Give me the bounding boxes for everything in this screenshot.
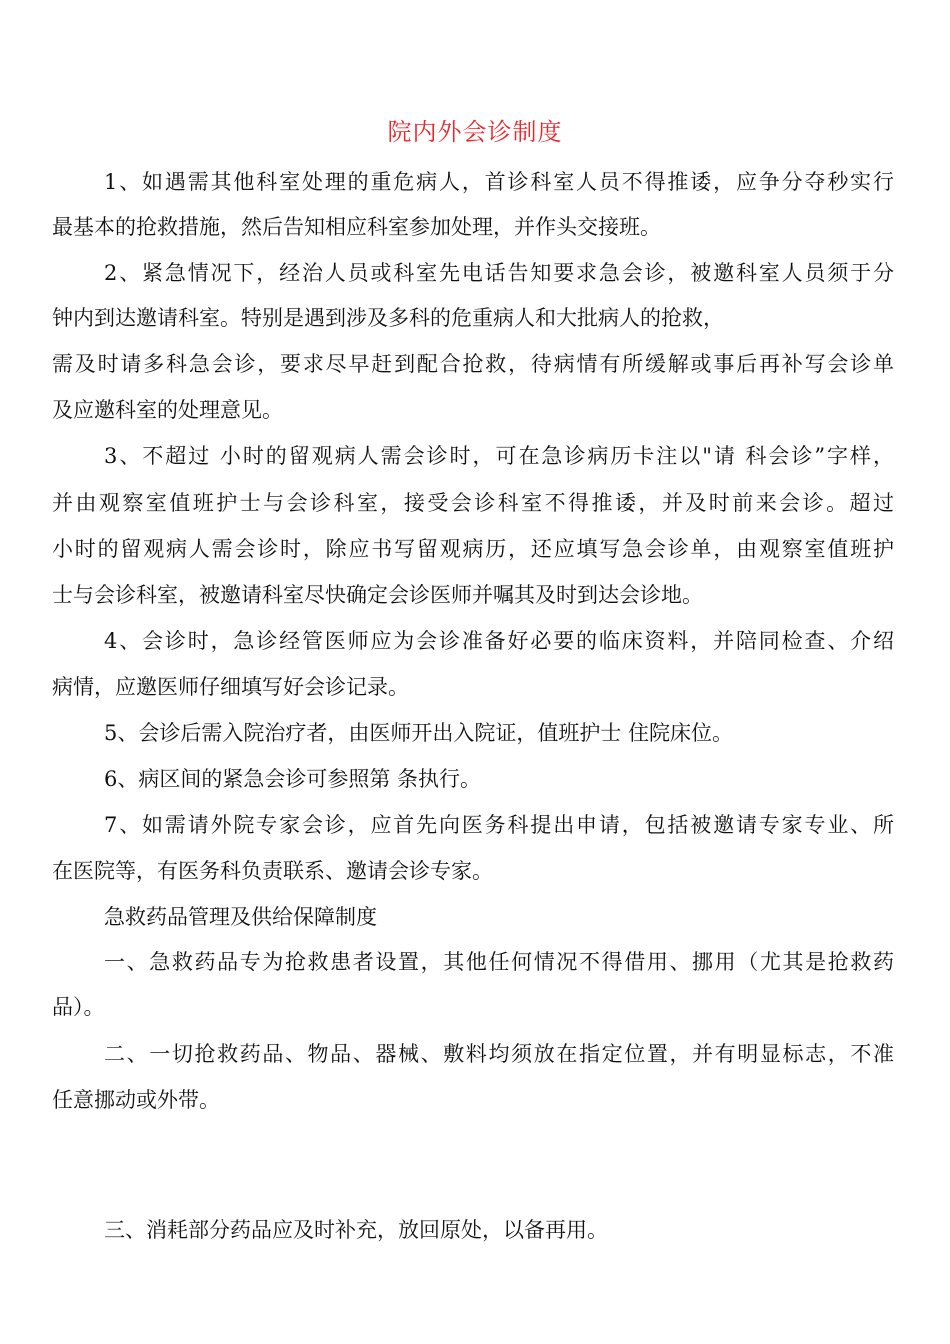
paragraph-4-line-2: 病情，应邀医师仔细填写好会诊记录。 xyxy=(52,675,409,699)
item-three: 三、消耗部分药品应及时补充，放回原处，以备再用。 xyxy=(104,1218,608,1242)
item-two-line-2: 任意挪动或外带。 xyxy=(52,1088,220,1112)
paragraph-3-line-4: 士与会诊科室，被邀请科室尽快确定会诊医师并嘱其及时到达会诊地。 xyxy=(52,583,703,607)
paragraph-2-line-4: 及应邀科室的处理意见。 xyxy=(52,398,283,422)
paragraph-7-line-2: 在医院等，有医务科负责联系、邀请会诊专家。 xyxy=(52,859,493,883)
section-heading: 急救药品管理及供给保障制度 xyxy=(104,905,377,929)
paragraph-5: 5、会诊后需入院治疗者，由医师开出入院证，值班护士 住院床位。 xyxy=(104,721,734,745)
paragraph-6: 6、病区间的紧急会诊可参照第 条执行。 xyxy=(104,767,482,791)
item-one-line-1: 一、急救药品专为抢救患者设置，其他任何情况不得借用、挪用（尤其是抢救药 xyxy=(104,950,894,974)
paragraph-3-line-1: 3、不超过 小时的留观病人需会诊时，可在急诊病历卡注以"请 科会诊”字样， xyxy=(104,444,894,468)
document-title: 院内外会诊制度 xyxy=(387,118,563,146)
paragraph-4-line-1: 4、会诊时，急诊经管医师应为会诊准备好必要的临床资料，并陪同检查、介绍 xyxy=(104,629,894,653)
paragraph-2-line-1: 2、紧急情况下，经治人员或科室先电话告知要求急会诊，被邀科室人员须于分 xyxy=(104,261,894,285)
item-two-line-1: 二、一切抢救药品、物品、器械、敷料均须放在指定位置，并有明显标志，不准 xyxy=(104,1042,894,1066)
paragraph-1-line-1: 1、如遇需其他科室处理的重危病人，首诊科室人员不得推诿，应争分夺秒实行 xyxy=(104,170,894,194)
paragraph-3-line-2: 并由观察室值班护士与会诊科室，接受会诊科室不得推诿，并及时前来会诊。超过 xyxy=(52,491,894,515)
paragraph-7-line-1: 7、如需请外院专家会诊，应首先向医务科提出申请，包括被邀请专家专业、所 xyxy=(104,813,894,837)
paragraph-1-line-2: 最基本的抢救措施，然后告知相应科室参加处理，并作头交接班。 xyxy=(52,215,661,239)
item-one-line-2: 品）。 xyxy=(52,995,105,1019)
paragraph-2-line-3: 需及时请多科急会诊，要求尽早赶到配合抢救，待病情有所缓解或事后再补写会诊单 xyxy=(52,352,894,376)
paragraph-2-line-2: 钟内到达邀请科室。特别是遇到涉及多科的危重病人和大批病人的抢救， xyxy=(52,306,724,330)
paragraph-3-line-3: 小时的留观病人需会诊时，除应书写留观病历，还应填写急会诊单，由观察室值班护 xyxy=(52,537,894,561)
